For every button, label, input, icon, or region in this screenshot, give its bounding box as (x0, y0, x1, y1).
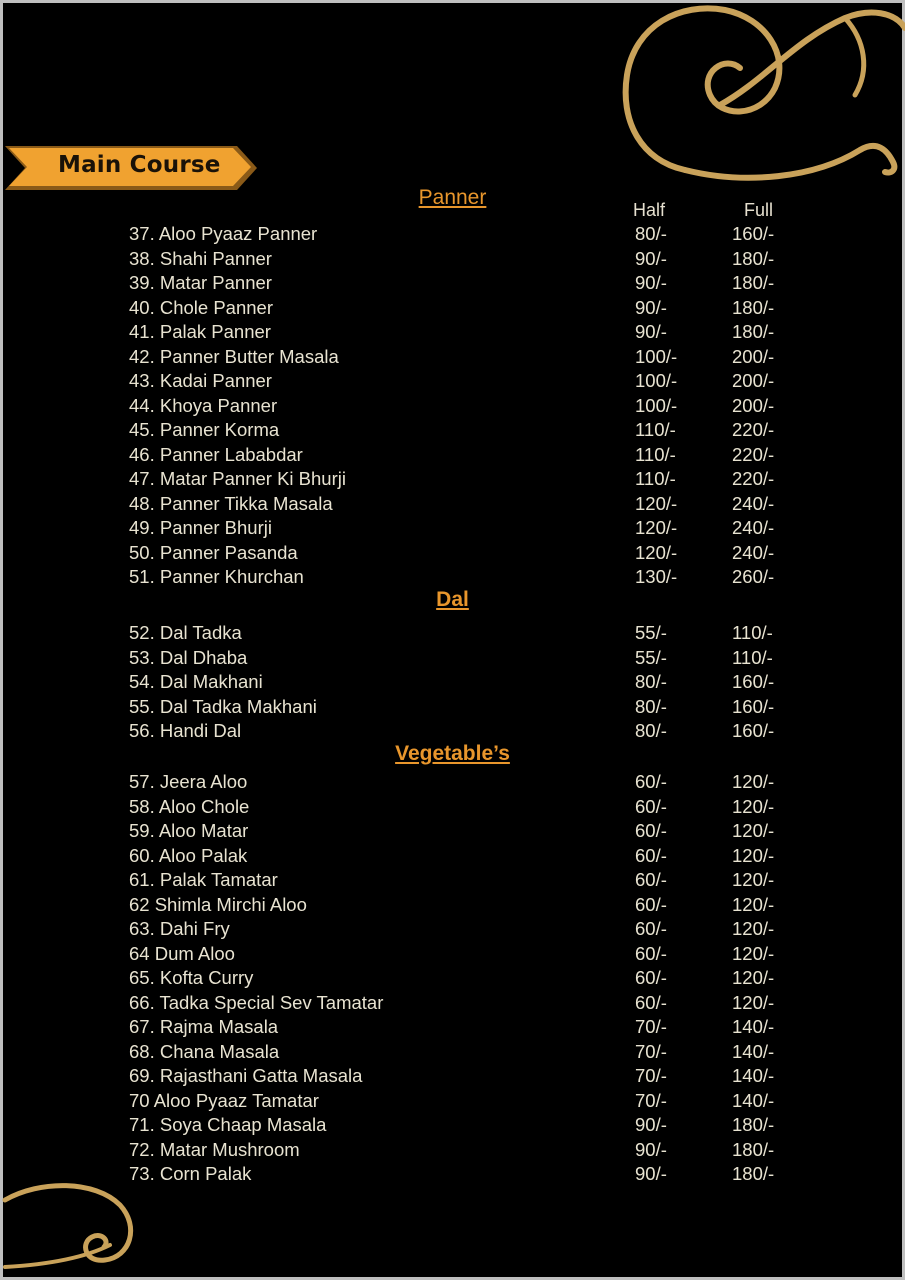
menu-item-name: 57. Jeera Aloo (129, 771, 248, 792)
menu-item-price-full: 120/- (732, 991, 775, 1013)
menu-item-price-full: 160/- (732, 695, 775, 717)
menu-item-price-half: 60/- (635, 893, 667, 915)
menu-item-name: 42. Panner Butter Masala (129, 345, 339, 367)
menu-item-price-half: 90/- (635, 1114, 667, 1135)
menu-item-row (0, 942, 905, 967)
menu-item-price-half: 60/- (635, 869, 667, 890)
menu-item-price-half: 90/- (635, 247, 667, 269)
menu-item-row (0, 345, 905, 370)
menu-item-row (0, 1113, 905, 1138)
menu-item-price-half: 80/- (635, 223, 667, 244)
menu-item-row (0, 1040, 905, 1065)
menu-item-row (0, 621, 905, 646)
menu-item-name: 60. Aloo Palak (129, 844, 248, 866)
panner-item-list (0, 222, 905, 590)
menu-item-name: 39. Matar Panner (129, 272, 272, 293)
menu-item-price-half: 60/- (635, 820, 667, 841)
menu-item-price-full: 120/- (732, 967, 775, 988)
menu-item-price-half: 60/- (635, 967, 667, 988)
menu-item-price-full: 160/- (732, 223, 775, 244)
menu-item-price-half: 90/- (635, 296, 667, 318)
menu-item-price-full: 180/- (732, 296, 775, 318)
menu-item-name: 53. Dal Dhaba (129, 646, 248, 668)
menu-item-price-half: 80/- (635, 671, 667, 692)
menu-item-price-full: 110/- (732, 646, 773, 668)
menu-item-price-full: 240/- (732, 541, 775, 563)
menu-item-price-half: 70/- (635, 1065, 667, 1086)
menu-item-name: 72. Matar Mushroom (129, 1138, 300, 1160)
menu-item-price-half: 60/- (635, 918, 667, 939)
column-header-half: Half (633, 200, 666, 220)
menu-item-name: 37. Aloo Pyaaz Panner (129, 223, 318, 244)
menu-item-row (0, 695, 905, 720)
menu-item-price-full: 120/- (732, 844, 775, 866)
menu-item-name: 59. Aloo Matar (129, 820, 249, 841)
column-header-full: Full (744, 200, 774, 220)
menu-item-price-half: 90/- (635, 1163, 667, 1184)
menu-item-row (0, 1089, 905, 1114)
menu-item-price-full: 240/- (732, 492, 775, 514)
menu-item-price-half: 70/- (635, 1016, 667, 1037)
menu-item-price-half: 90/- (635, 1138, 667, 1160)
menu-item-row (0, 394, 905, 419)
menu-item-row (0, 844, 905, 869)
menu-item-row (0, 296, 905, 321)
menu-item-price-full: 260/- (732, 566, 775, 587)
menu-item-row (0, 271, 905, 296)
menu-item-price-half: 120/- (635, 517, 678, 538)
menu-item-row (0, 247, 905, 272)
menu-item-price-half: 55/- (635, 622, 667, 643)
menu-item-price-half: 60/- (635, 942, 667, 964)
menu-item-row (0, 893, 905, 918)
menu-item-name: 50. Panner Pasanda (129, 541, 298, 563)
menu-item-row (0, 868, 905, 893)
menu-item-price-half: 110/- (635, 419, 676, 440)
menu-item-price-full: 160/- (732, 720, 775, 741)
menu-item-row (0, 418, 905, 443)
menu-item-row (0, 541, 905, 566)
menu-item-row (0, 443, 905, 468)
menu-item-name: 45. Panner Korma (129, 419, 280, 440)
menu-item-price-full: 200/- (732, 370, 775, 391)
dal-item-list (0, 621, 905, 744)
category-heading-vegetables: Vegetable’s (395, 742, 510, 765)
menu-item-price-full: 140/- (732, 1016, 775, 1037)
menu-item-price-half: 100/- (635, 345, 678, 367)
menu-item-price-full: 140/- (732, 1089, 775, 1111)
menu-item-price-full: 140/- (732, 1040, 775, 1062)
menu-item-name: 69. Rajasthani Gatta Masala (129, 1065, 363, 1086)
menu-item-name: 54. Dal Makhani (129, 671, 263, 692)
menu-item-name: 73. Corn Palak (129, 1163, 252, 1184)
menu-item-price-full: 220/- (732, 419, 775, 440)
menu-item-row (0, 991, 905, 1016)
menu-item-name: 44. Khoya Panner (129, 394, 278, 416)
menu-item-price-half: 110/- (635, 468, 676, 489)
menu-item-price-full: 180/- (732, 1114, 775, 1135)
menu-item-row (0, 646, 905, 671)
menu-item-row (0, 516, 905, 541)
menu-item-price-full: 180/- (732, 247, 775, 269)
menu-item-row (0, 222, 905, 247)
menu-item-name: 61. Palak Tamatar (129, 869, 278, 890)
menu-item-price-half: 55/- (635, 646, 667, 668)
menu-item-row (0, 467, 905, 492)
section-title: Main Course (58, 152, 221, 178)
menu-item-price-half: 60/- (635, 991, 667, 1013)
menu-item-price-full: 120/- (732, 771, 775, 792)
menu-item-name: 67. Rajma Masala (129, 1016, 279, 1037)
menu-item-price-half: 110/- (635, 443, 676, 465)
menu-item-price-half: 100/- (635, 370, 678, 391)
menu-item-row (0, 770, 905, 795)
menu-item-name: 40. Chole Panner (129, 296, 273, 318)
menu-item-row (0, 819, 905, 844)
menu-item-name: 51. Panner Khurchan (129, 566, 304, 587)
menu-item-name: 66. Tadka Special Sev Tamatar (129, 991, 384, 1013)
menu-item-row (0, 1138, 905, 1163)
menu-item-price-full: 180/- (732, 272, 775, 293)
menu-item-price-full: 120/- (732, 893, 775, 915)
menu-item-row (0, 795, 905, 820)
menu-item-price-half: 60/- (635, 795, 667, 817)
menu-item-row (0, 565, 905, 590)
menu-item-price-full: 180/- (732, 321, 775, 342)
menu-item-row (0, 1162, 905, 1187)
menu-item-price-full: 180/- (732, 1138, 775, 1160)
menu-item-name: 71. Soya Chaap Masala (129, 1114, 327, 1135)
menu-item-name: 62 Shimla Mirchi Aloo (129, 893, 307, 915)
menu-item-name: 55. Dal Tadka Makhani (129, 695, 317, 717)
menu-item-row (0, 492, 905, 517)
menu-item-price-half: 100/- (635, 394, 678, 416)
menu-item-name: 52. Dal Tadka (129, 622, 242, 643)
menu-item-price-half: 80/- (635, 695, 667, 717)
menu-item-price-full: 120/- (732, 795, 775, 817)
menu-item-name: 38. Shahi Panner (129, 247, 272, 269)
category-heading-panner: Panner (418, 186, 487, 209)
menu-item-name: 41. Palak Panner (129, 321, 271, 342)
swirl-ornament-bottom-left (0, 1175, 145, 1275)
menu-item-name: 64 Dum Aloo (129, 942, 235, 964)
menu-item-price-full: 120/- (732, 869, 775, 890)
menu-item-price-half: 60/- (635, 771, 667, 792)
menu-item-price-full: 220/- (732, 468, 775, 489)
menu-item-price-half: 80/- (635, 720, 667, 741)
menu-item-price-half: 130/- (635, 566, 678, 587)
menu-item-price-full: 120/- (732, 820, 775, 841)
menu-item-name: 49. Panner Bhurji (129, 517, 272, 538)
menu-item-row (0, 966, 905, 991)
menu-item-price-full: 140/- (732, 1065, 775, 1086)
menu-item-price-half: 120/- (635, 541, 678, 563)
menu-item-price-half: 90/- (635, 321, 667, 342)
category-heading-dal: Dal (436, 588, 469, 611)
menu-item-row (0, 670, 905, 695)
menu-item-price-full: 120/- (732, 918, 775, 939)
menu-item-row (0, 917, 905, 942)
menu-item-price-full: 200/- (732, 394, 775, 416)
menu-item-price-full: 120/- (732, 942, 775, 964)
menu-item-row (0, 1015, 905, 1040)
menu-item-row (0, 1064, 905, 1089)
menu-item-price-half: 120/- (635, 492, 678, 514)
menu-item-name: 68. Chana Masala (129, 1040, 280, 1062)
menu-item-price-full: 110/- (732, 622, 773, 643)
swirl-ornament-top-right (615, 0, 905, 185)
menu-item-price-half: 90/- (635, 272, 667, 293)
menu-item-price-half: 70/- (635, 1040, 667, 1062)
menu-item-name: 56. Handi Dal (129, 720, 242, 741)
menu-item-name: 65. Kofta Curry (129, 967, 254, 988)
vegetables-item-list (0, 770, 905, 1187)
menu-item-row (0, 369, 905, 394)
menu-item-name: 43. Kadai Panner (129, 370, 272, 391)
menu-item-name: 63. Dahi Fry (129, 918, 230, 939)
menu-item-name: 58. Aloo Chole (129, 795, 250, 817)
menu-item-row (0, 719, 905, 744)
menu-item-price-half: 60/- (635, 844, 667, 866)
menu-item-price-full: 220/- (732, 443, 775, 465)
menu-item-price-full: 200/- (732, 345, 775, 367)
menu-item-price-full: 160/- (732, 671, 775, 692)
menu-item-name: 48. Panner Tikka Masala (129, 492, 333, 514)
menu-item-name: 47. Matar Panner Ki Bhurji (129, 468, 346, 489)
menu-item-price-half: 70/- (635, 1089, 667, 1111)
menu-item-name: 46. Panner Lababdar (129, 443, 303, 465)
menu-item-row (0, 320, 905, 345)
menu-item-name: 70 Aloo Pyaaz Tamatar (129, 1089, 319, 1111)
menu-item-price-full: 240/- (732, 517, 775, 538)
menu-item-price-full: 180/- (732, 1163, 775, 1184)
